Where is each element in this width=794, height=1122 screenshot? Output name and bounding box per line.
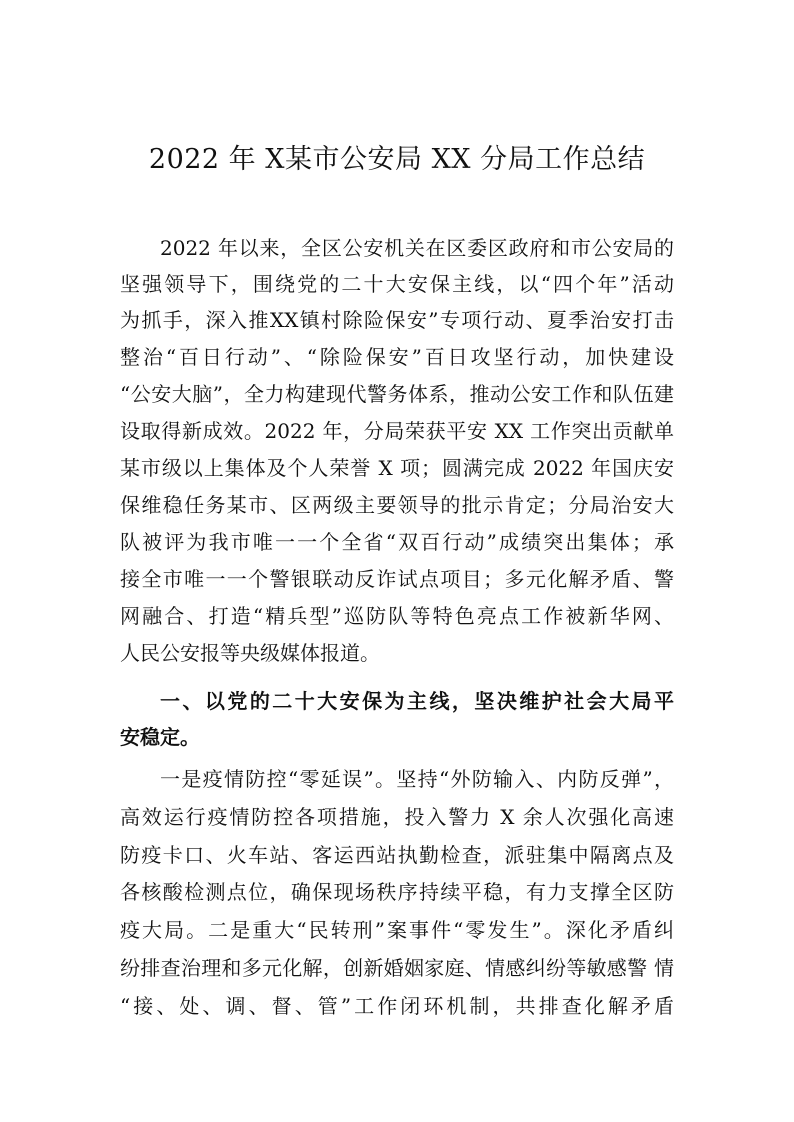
body-line: 队被评为我市唯一一个全省“双百行动”成绩突出集体；承 [120, 530, 674, 554]
body-line: 坚强领导下，围绕党的二十大安保主线，以“四个年”活动 [120, 272, 674, 296]
body-line: 人民公安报等央级媒体报道。 [120, 641, 380, 665]
body-line: “接、处、调、督、管”工作闭环机制，共排查化解矛盾 [120, 994, 674, 1018]
body-line: “公安大脑”，全力构建现代警务体系，推动公安工作和队伍建 [120, 382, 674, 406]
body-line: 高效运行疫情防控各项措施，投入警力 X 余人次强化高速 [120, 805, 674, 829]
body-line: 整治“百日行动”、“除险保安”百日攻坚行动，加快建设 [120, 345, 674, 369]
page-title: 2022 年 X某市公安局 XX 分局工作总结 [148, 144, 646, 175]
body-line: 2022 年以来，全区公安机关在区委区政府和市公安局的 [160, 236, 674, 260]
body-line: 设取得新成效。2022 年，分局荣获平安 XX 工作突出贡献单 [120, 419, 674, 443]
body-line: 接全市唯一一个警银联动反诈试点项目；多元化解矛盾、警 [120, 567, 674, 591]
body-line: 防疫卡口、火车站、客运西站执勤检查，派驻集中隔离点及 [120, 843, 674, 867]
body-line: 某市级以上集体及个人荣誉 X 项；圆满完成 2022 年国庆安 [120, 456, 674, 480]
section-heading: 安稳定。 [120, 725, 200, 749]
body-line: 保维稳任务某市、区两级主要领导的批示肯定；分局治安大 [120, 493, 674, 517]
body-line: 疫大局。二是重大“民转刑”案事件“零发生”。深化矛盾纠 [120, 918, 674, 942]
body-line: 纷排查治理和多元化解，创新婚姻家庭、情感纠纷等敏感警 情 [120, 956, 674, 980]
body-line: 各核酸检测点位，确保现场秩序持续平稳，有力支撑全区防 [120, 880, 674, 904]
section-heading: 一、以党的二十大安保为主线，坚决维护社会大局平 [160, 689, 674, 713]
body-line: 为抓手，深入推XX镇村除险保安”专项行动、夏季治安打击 [120, 308, 674, 332]
body-line: 网融合、打造“精兵型”巡防队等特色亮点工作被新华网、 [120, 604, 674, 628]
body-line: 一是疫情防控“零延误”。坚持“外防输入、内防反弹”， [160, 767, 674, 791]
